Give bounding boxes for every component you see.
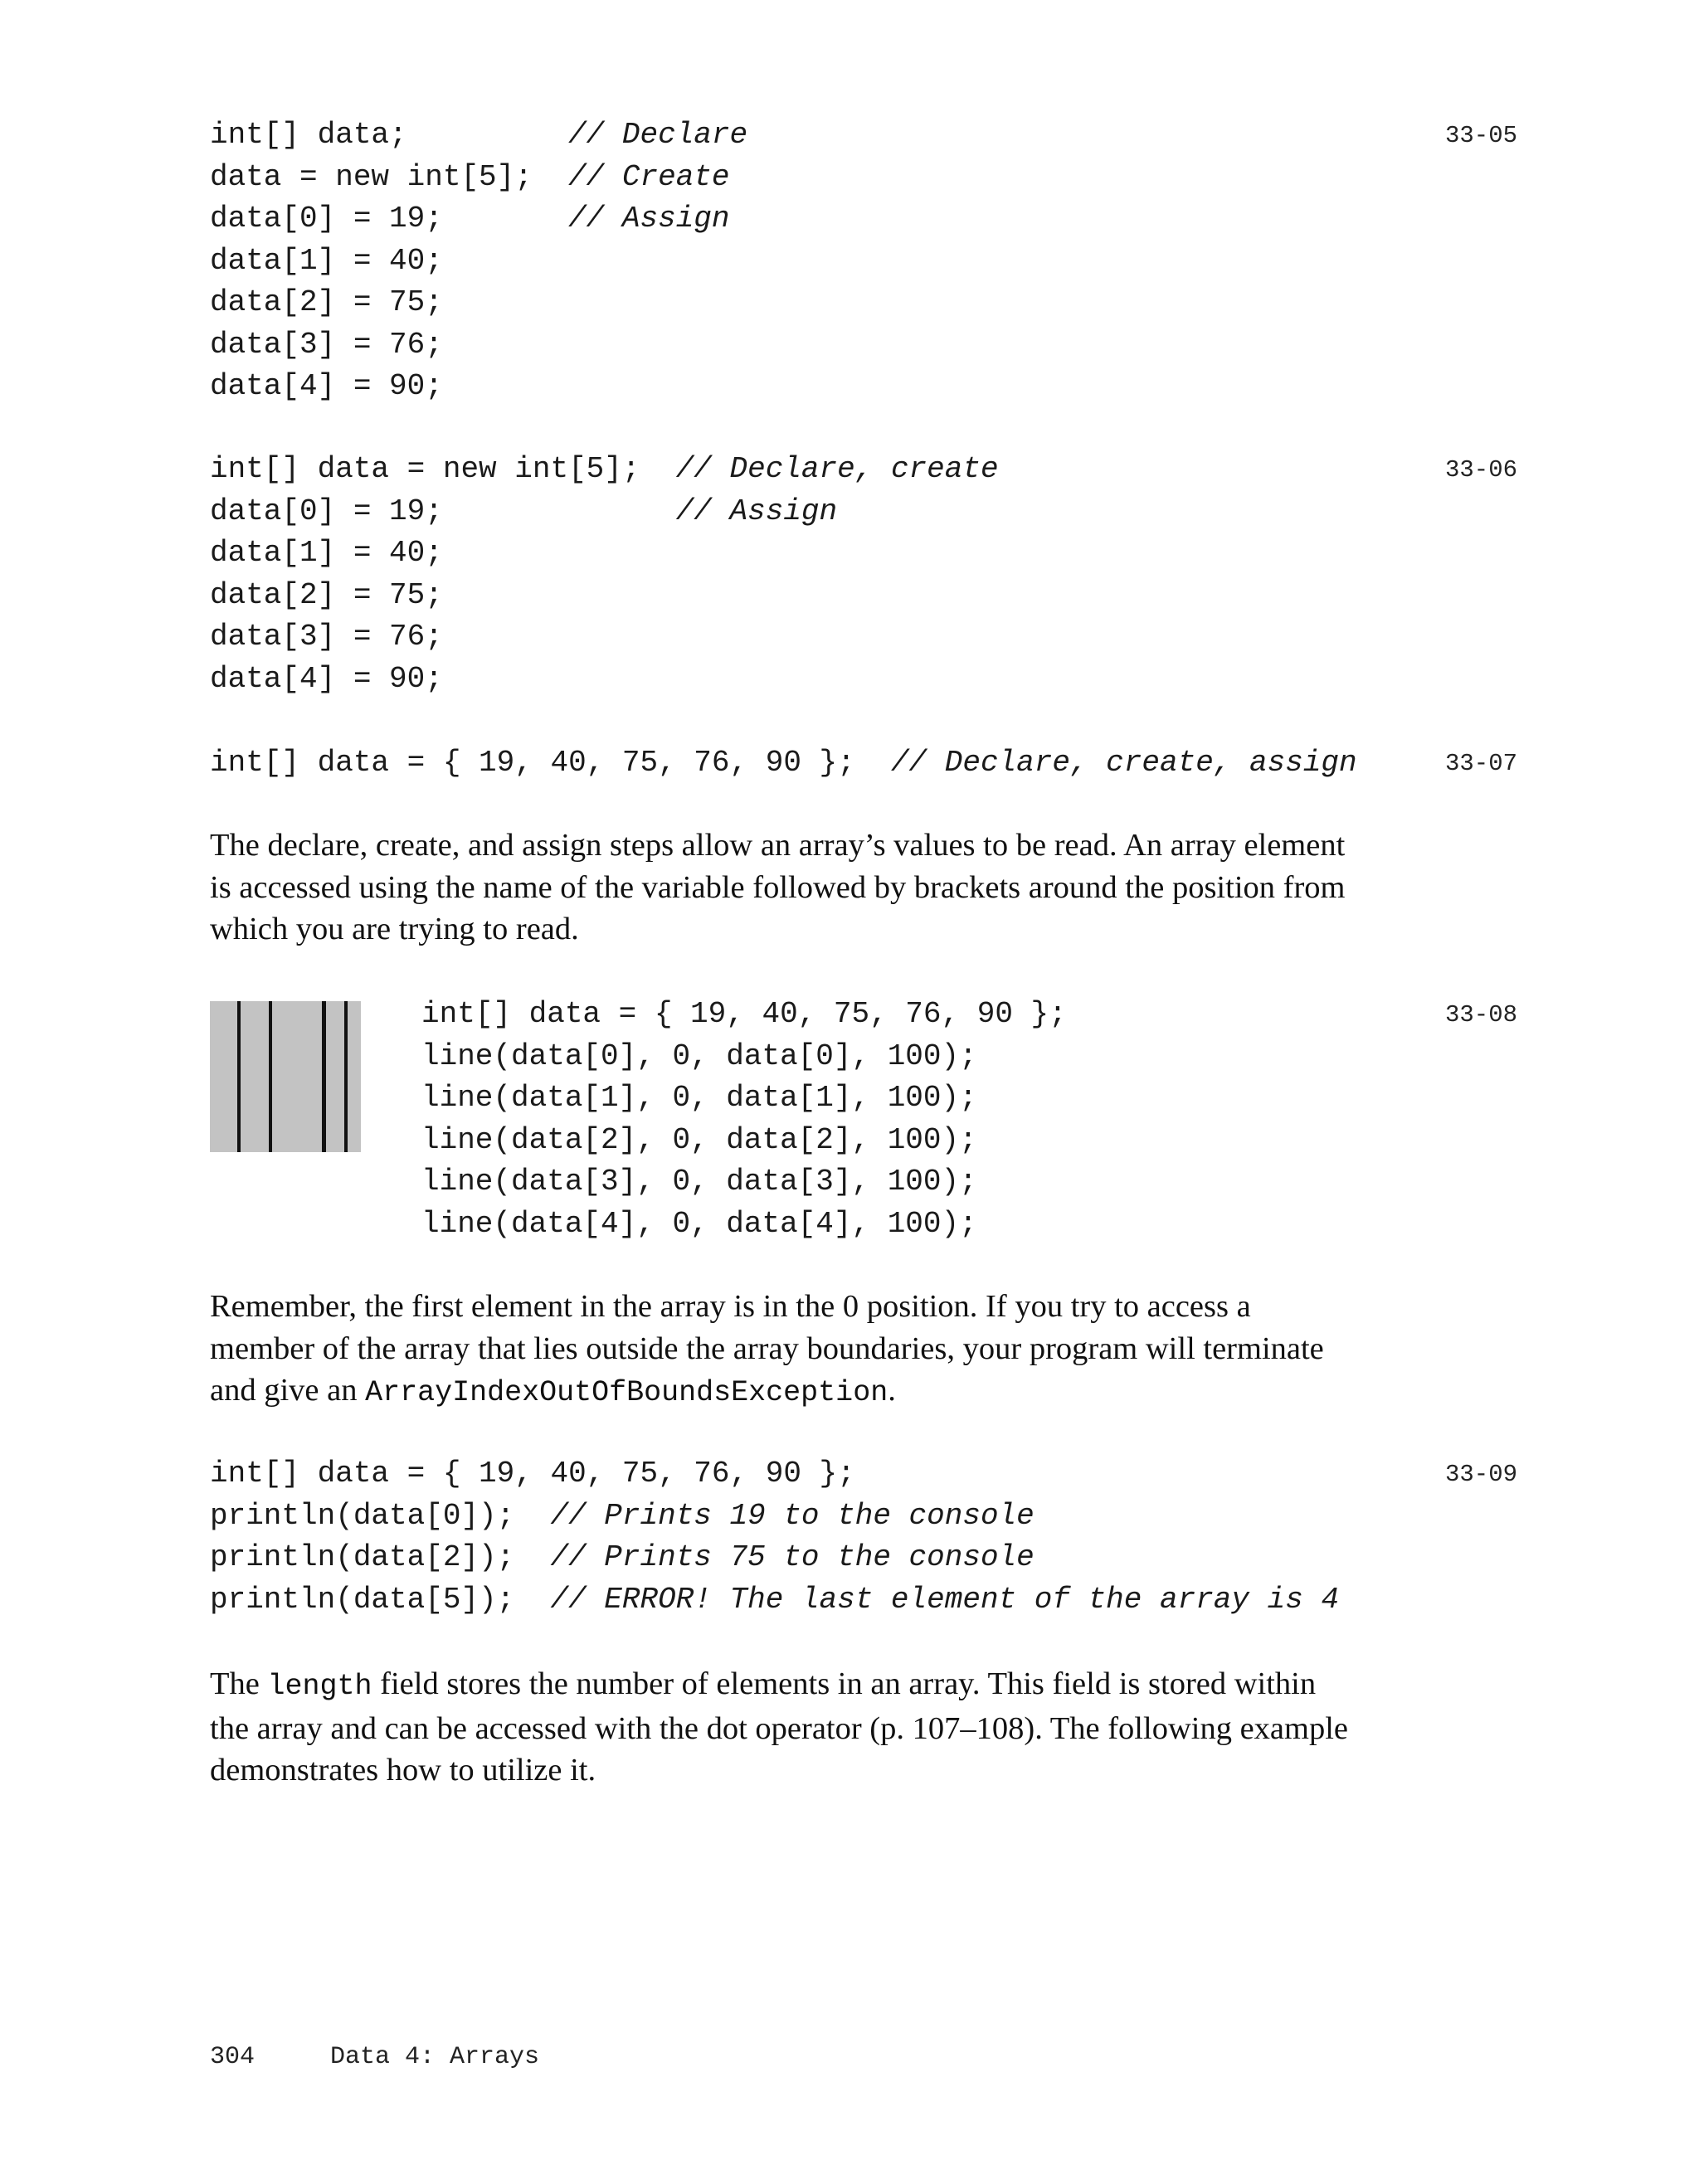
code-text: data[1] = 40; (210, 243, 443, 278)
code-text: int[] data = { 19, 40, 75, 76, 90 }; (210, 746, 891, 780)
paragraph-line: The declare, create, and assign steps allow an array’s values to be read. An array element (210, 828, 1346, 863)
code-text: int[] data = { 19, 40, 75, 76, 90 }; (210, 1457, 855, 1491)
code-line (210, 491, 999, 533)
code-comment: // ERROR! The last element of the array is 4 (550, 1582, 1340, 1617)
paragraph-line: the array and can be accessed with the dot operator (p. 107–108). The following example (210, 1710, 1348, 1746)
code-line (421, 1204, 1067, 1246)
paragraph-line: Remember, the first element in the array is in the 0 position. If you try to access a (210, 1289, 1251, 1324)
code-text: int[] data = new int[5]; (210, 452, 676, 486)
code-text: int[] data = { 19, 40, 75, 76, 90 }; (421, 997, 1067, 1031)
example-number-33-05: 33-05 (1445, 122, 1518, 149)
code-line (210, 449, 999, 491)
code-listing-33-06 (210, 449, 999, 700)
code-text: line(data[1], 0, data[1], 100); (421, 1081, 977, 1115)
paragraph-array-read (210, 824, 1471, 951)
code-line (421, 1036, 1067, 1078)
code-comment: // Declare, create, assign (890, 746, 1357, 780)
code-text: data[3] = 76; (210, 620, 443, 654)
paragraph-line (210, 1369, 1471, 1414)
code-listing-33-08 (421, 994, 1067, 1245)
code-line (421, 1077, 1067, 1120)
code-text: data[4] = 90; (210, 661, 443, 696)
code-text: println(data[0]); (210, 1498, 551, 1533)
code-listing-33-09 (210, 1453, 1339, 1621)
example-number-33-08: 33-08 (1445, 1001, 1518, 1029)
code-line (210, 575, 999, 617)
code-line (210, 1453, 1339, 1496)
paragraph-line: is accessed using the name of the variable followed by brackets around the position from (210, 869, 1346, 905)
code-text: data[2] = 75; (210, 285, 443, 319)
code-text: data[0] = 19; (210, 494, 676, 528)
code-text: println(data[5]); (210, 1582, 551, 1617)
code-comment: // Prints 19 to the console (550, 1498, 1034, 1533)
code-text: int[] data; (210, 118, 569, 152)
inline-code: ArrayIndexOutOfBoundsException (365, 1376, 888, 1409)
code-line (210, 742, 1357, 785)
inline-code: length (267, 1670, 372, 1703)
code-line (421, 994, 1067, 1036)
code-text: data[1] = 40; (210, 536, 443, 570)
code-text: data = new int[5]; (210, 159, 569, 194)
code-line (210, 114, 747, 157)
code-line (210, 241, 747, 283)
code-text: println(data[2]); (210, 1540, 551, 1574)
code-text: line(data[2], 0, data[2], 100); (421, 1122, 977, 1157)
code-line (210, 198, 747, 241)
paragraph-length-field (210, 1663, 1471, 1792)
code-text: line(data[0], 0, data[0], 100); (421, 1038, 977, 1073)
code-line (210, 533, 999, 575)
code-line (210, 282, 747, 324)
code-text: data[4] = 90; (210, 369, 443, 403)
code-text: data[3] = 76; (210, 327, 443, 362)
paragraph-line (210, 1663, 1471, 1708)
code-listing-33-07 (210, 742, 1357, 785)
code-comment: // Assign (675, 494, 838, 528)
code-line (210, 157, 747, 199)
paragraph-array-bounds (210, 1286, 1471, 1414)
code-line (421, 1161, 1067, 1204)
code-comment: // Create (568, 159, 730, 194)
code-line (210, 1537, 1339, 1579)
figure-lines-sketch (210, 1001, 361, 1152)
page-number: 304 (210, 2043, 256, 2071)
sketch-line (269, 1001, 272, 1152)
sketch-line (323, 1001, 326, 1152)
code-text: data[2] = 75; (210, 577, 443, 612)
text-run: . (888, 1373, 896, 1408)
example-number-33-06: 33-06 (1445, 456, 1518, 484)
code-comment: // Declare (568, 118, 748, 152)
text-run: and give an (210, 1373, 366, 1408)
code-line (210, 366, 747, 408)
example-number-33-07: 33-07 (1445, 750, 1518, 777)
code-line (210, 1496, 1339, 1538)
paragraph-line: demonstrates how to utilize it. (210, 1753, 596, 1788)
code-listing-33-05 (210, 114, 747, 408)
code-line (421, 1120, 1067, 1162)
code-line (210, 324, 747, 367)
code-line (210, 1579, 1339, 1622)
code-line (210, 659, 999, 701)
code-text: line(data[4], 0, data[4], 100); (421, 1206, 977, 1241)
sketch-line (237, 1001, 241, 1152)
example-number-33-09: 33-09 (1445, 1461, 1518, 1488)
paragraph-line: which you are trying to read. (210, 912, 579, 946)
text-run: The (210, 1666, 268, 1701)
code-comment: // Declare, create (675, 452, 999, 486)
code-text: line(data[3], 0, data[3], 100); (421, 1165, 977, 1199)
code-comment: // Prints 75 to the console (550, 1540, 1034, 1574)
paragraph-line: member of the array that lies outside the array boundaries, your program will terminate (210, 1330, 1324, 1366)
code-text: data[0] = 19; (210, 202, 569, 236)
code-line (210, 616, 999, 659)
text-run: field stores the number of elements in an array. This field is stored within (372, 1666, 1317, 1701)
chapter-title: Data 4: Arrays (330, 2043, 540, 2071)
sketch-line (344, 1001, 348, 1152)
code-comment: // Assign (568, 202, 730, 236)
